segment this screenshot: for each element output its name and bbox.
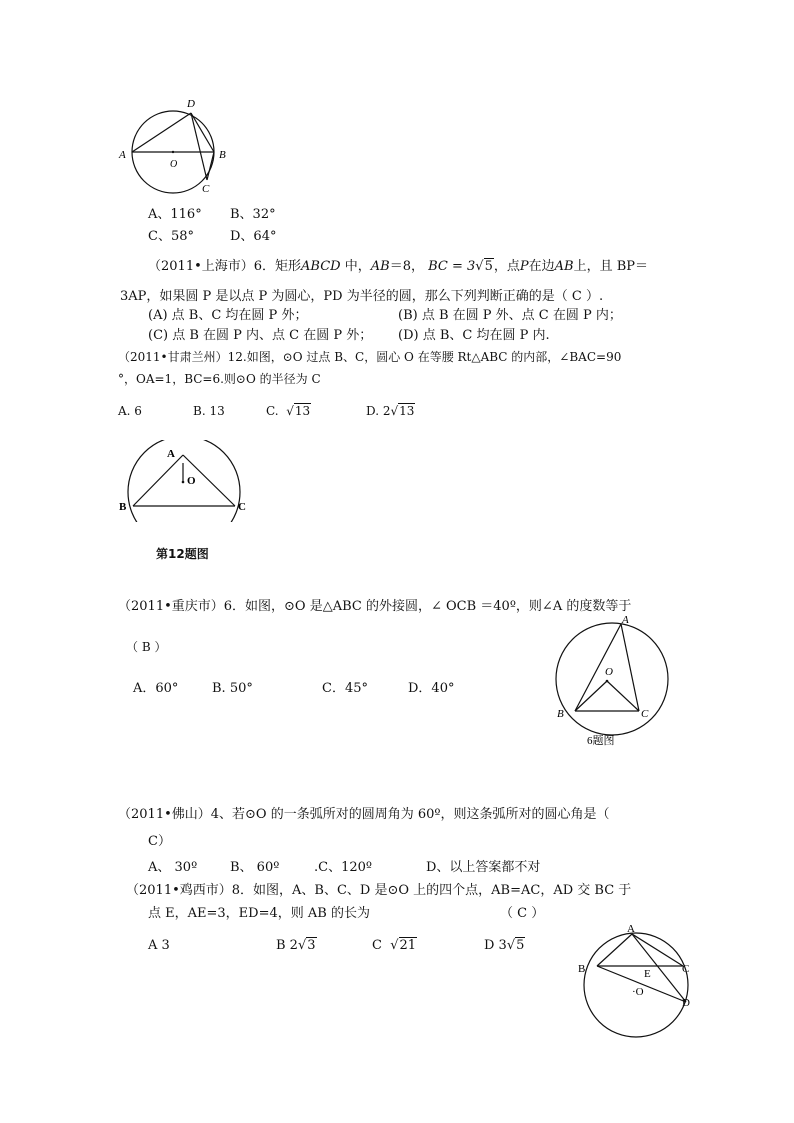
q1-option-c: C、58° — [148, 229, 194, 244]
q3-fig-label-o: O — [187, 475, 196, 487]
q5-option-c: .C、120º — [314, 860, 373, 875]
q6-fig-label-c: C — [682, 963, 690, 975]
q5-option-d: D、以上答案都不对 — [426, 860, 541, 875]
q3-fig-label-c: C — [238, 501, 246, 513]
q4-fig-label-b: B — [557, 708, 564, 720]
q3-option-a: A. 6 — [118, 404, 142, 418]
q6-fig-label-d: D — [682, 997, 690, 1009]
q2-line2: 3AP，如果圆 P 是以点 P 为圆心，PD 为半径的圆，那么下列判断正确的是（ C ）. — [120, 289, 604, 304]
q3-fig-label-b: B — [119, 501, 127, 513]
fig1-label-o: O — [170, 159, 178, 170]
q6-fig-label-b: B — [578, 963, 586, 975]
q2-option-c: (C) 点 B 在圆 P 内、点 C 在圆 P 外； — [148, 328, 373, 343]
q6-option-d: D 3√5 — [484, 938, 525, 953]
fig1-label-d: D — [187, 98, 195, 110]
q5-line2: C） — [148, 834, 171, 849]
q6-fig-label-e: E — [644, 968, 651, 980]
q1-option-a: A、116° — [148, 207, 202, 222]
q4-option-d: D．40° — [408, 681, 455, 696]
q5-option-a: A、 30º — [148, 860, 198, 875]
q5-option-b: B、 60º — [230, 860, 280, 875]
q2-option-a: (A) 点 B、C 均在圆 P 外； — [148, 308, 308, 323]
q6-answer: （ C ） — [500, 906, 545, 921]
q6-line1: （2011•鸡西市）8．如图，A、B、C、D 是⊙O 上的四个点，AB=AC，AD 交 BC 于 — [126, 883, 632, 898]
figure-circle-diameter-ab — [110, 92, 240, 194]
figure-q6-four-points-circle — [570, 922, 700, 1042]
q4-option-c: C．45° — [322, 681, 368, 696]
q3-option-d: D. 2√13 — [366, 404, 415, 418]
q6-fig-label-o: ·O — [632, 986, 644, 998]
q2-option-b: (B) 点 B 在圆 P 外、点 C 在圆 P 内； — [398, 308, 622, 323]
q6-option-b: B 2√3 — [276, 938, 316, 953]
q6-option-c: C √21 — [372, 938, 417, 953]
q4-figure-caption: 6题图 — [587, 735, 615, 747]
q1-option-d: D、64° — [230, 229, 277, 244]
q3-line2: °，OA=1，BC=6.则⊙O 的半径为 C — [118, 372, 321, 386]
fig1-label-c: C — [202, 183, 210, 194]
q4-option-a: A．60° — [133, 681, 179, 696]
q3-figure-caption: 第12题图 — [156, 547, 209, 561]
q6-option-a: A 3 — [148, 938, 170, 953]
q3-line1: （2011•甘肃兰州）12.如图，⊙O 过点 B、C，圆心 O 在等腰 Rt△ABC 的内部，∠BAC=90 — [118, 350, 622, 364]
q1-option-b: B、32° — [230, 207, 276, 222]
q2-option-d: (D) 点 B、C 均在圆 P 内. — [398, 328, 550, 343]
q2-line1: （2011•上海市）6．矩形ABCD 中，AB＝8， BC = 3√5，点P在边AB上，且 BP＝ — [148, 259, 649, 274]
q6-line2: 点 E，AE=3，ED=4，则 AB 的长为 — [148, 906, 370, 921]
q4-fig-label-a: A — [622, 614, 629, 626]
q4-line1: （2011•重庆市）6．如图，⊙O 是△ABC 的外接圆，∠ OCB ＝40º，则∠A 的度数等于 — [118, 599, 632, 614]
q4-fig-label-c: C — [641, 708, 649, 720]
q4-fig-label-o: O — [605, 666, 613, 678]
q3-option-c: C. √13 — [266, 404, 311, 418]
fig1-label-b: B — [219, 149, 226, 161]
q6-fig-label-a: A — [627, 923, 635, 935]
q3-fig-label-a: A — [167, 448, 175, 460]
q4-line2: （ B ） — [126, 640, 167, 654]
q4-option-b: B. 50° — [212, 681, 253, 696]
fig1-label-a: A — [119, 149, 126, 161]
figure-q3-circle-triangle — [115, 440, 255, 522]
figure-q4-circumcircle — [545, 610, 680, 750]
q3-option-b: B. 13 — [193, 404, 225, 418]
q5-line1: （2011•佛山）4、若⊙O 的一条弧所对的圆周角为 60º，则这条弧所对的圆心角是（ — [118, 807, 610, 822]
